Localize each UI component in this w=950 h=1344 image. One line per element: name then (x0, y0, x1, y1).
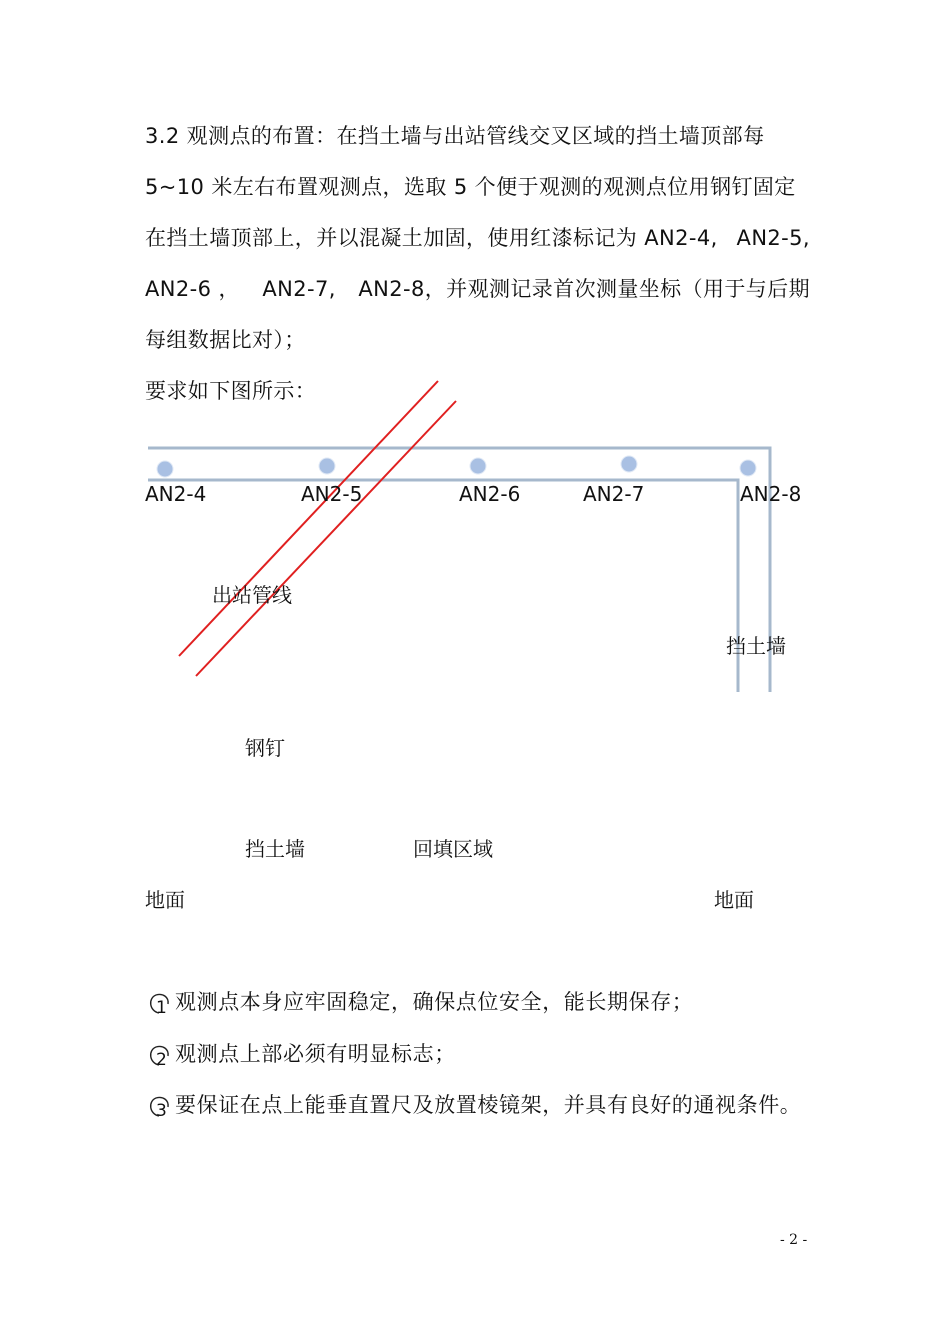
intro-line: 要求如下图所示： (145, 379, 317, 403)
requirement-text-1: 观测点本身应牢固稳定，确保点位安全，能长期保存； (175, 990, 694, 1014)
wall-label-right: 挡土墙 (726, 634, 786, 658)
observation-point-an2-4 (157, 461, 173, 477)
label-an2-4: AN2-4 (145, 482, 207, 506)
nail-label: 钢钉 (245, 736, 285, 760)
label-an2-6: AN2-6 (459, 482, 521, 506)
requirement-number-3: 3 (145, 1091, 175, 1119)
label-an2-7: AN2-7 (583, 482, 645, 506)
paragraph-code-an2-6: AN2-6 ， (145, 277, 240, 301)
pipeline-line-2 (196, 401, 456, 676)
wall-label-bottom: 挡土墙 (245, 837, 305, 861)
requirement-number-2: 2 (145, 1040, 175, 1068)
pipeline-line-1 (179, 381, 438, 656)
observation-point-an2-5 (319, 458, 335, 474)
paragraph-line-3-text: 在挡土墙顶部上，并以混凝土加固，使用红漆标记为 AN2-4, (145, 226, 718, 250)
requirement-item-3 (145, 1091, 801, 1119)
observation-points (157, 456, 756, 477)
label-an2-5: AN2-5 (301, 482, 363, 506)
requirement-number-1: 1 (145, 988, 175, 1016)
observation-point-an2-8 (740, 460, 756, 476)
paragraph-line-4-text: AN2-8，并观测记录首次测量坐标（用于与后期 (358, 277, 810, 301)
paragraph-code-an2-7: AN2-7, (262, 277, 336, 301)
requirement-text-2: 观测点上部必须有明显标志； (175, 1042, 456, 1066)
observation-point-an2-6 (470, 458, 486, 474)
paragraph-line-5: 每组数据比对）； (145, 328, 306, 352)
requirement-item-2 (145, 1040, 456, 1068)
requirement-item-1 (145, 988, 693, 1016)
ground-label-left: 地面 (145, 888, 185, 912)
backfill-label: 回填区域 (413, 837, 493, 861)
requirement-text-3: 要保证在点上能垂直置尺及放置棱镜架，并具有良好的通视条件。 (175, 1093, 802, 1117)
observation-point-an2-7 (621, 456, 637, 472)
label-an2-8: AN2-8 (740, 482, 802, 506)
paragraph-line-1: 3.2 观测点的布置：在挡土墙与出站管线交叉区域的挡土墙顶部每 (145, 124, 765, 148)
paragraph-line-2: 5~10 米左右布置观测点，选取 5 个便于观测的观测点位用钢钉固定 (145, 175, 796, 199)
ground-label-right: 地面 (714, 888, 754, 912)
pipeline (179, 381, 456, 676)
page-number: - 2 - (780, 1232, 808, 1248)
pipeline-label: 出站管线 (212, 583, 292, 607)
paragraph-line-3-code: AN2-5, (736, 226, 810, 250)
